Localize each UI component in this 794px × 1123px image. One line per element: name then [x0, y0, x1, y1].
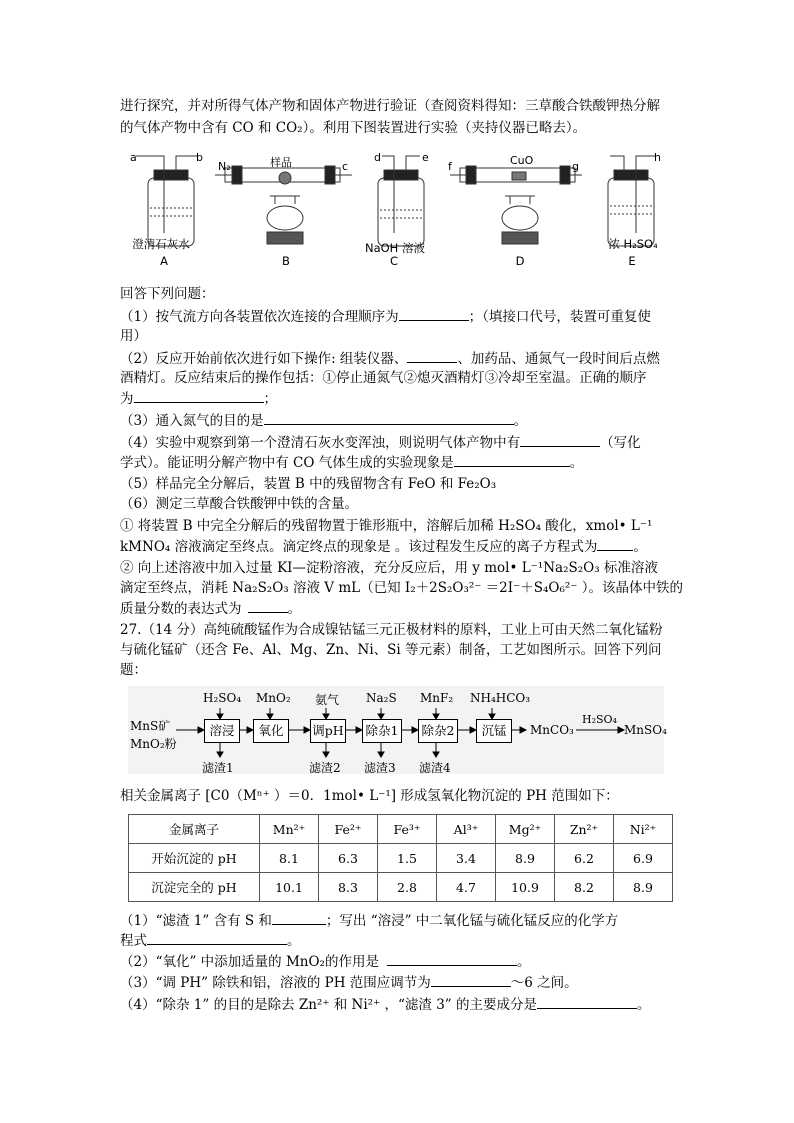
q27-s1-line2 — [120, 930, 301, 951]
intro-line-2: 的气体产物中含有 CO 和 CO₂）。利用下图装置进行实验（夹持仪器已略去）。 — [120, 120, 587, 136]
step-precipitate-mn: 沉锰 — [476, 719, 512, 743]
q1-text: （1）按气流方向各装置依次连接的合理顺序为 — [120, 309, 399, 325]
port-f: f — [448, 160, 452, 173]
table-intro: 相关金属离子 [C0（Mⁿ⁺ ）＝0．1mol• L⁻¹] 形成氢氧化物沉淀的 PH 范围如下： — [120, 788, 619, 804]
q27-line-2: 与硫化锰矿（还含 Fe、Al、Mg、Zn、Ni、Si 等元素）制备，工艺如图所示。回答下列问 — [120, 642, 662, 658]
residue-1: 滤渣1 — [202, 761, 234, 775]
table-cell: 10.1 — [260, 873, 319, 902]
q6-2-text: 质量分数的表达式为 — [120, 601, 242, 617]
q27-s2 — [120, 951, 530, 972]
reagent-h2so4: H₂SO₄ — [203, 691, 242, 705]
port-b: b — [196, 151, 203, 164]
q4-text-2: （写化 — [600, 435, 641, 451]
q26-q1-line2: 用） — [120, 328, 147, 344]
letter-e: E — [628, 254, 636, 268]
q6-2-answer-blank[interactable] — [248, 598, 288, 613]
port-g: g — [572, 160, 579, 173]
table-header-cell: Ni²⁺ — [614, 815, 673, 844]
caption-naoh: NaOH 溶液 — [364, 241, 425, 255]
table-row — [129, 873, 673, 902]
q2-text-4: ； — [263, 391, 277, 407]
raw-material-mno2: MnO₂粉 — [130, 737, 177, 751]
reagent-nh4hco3: NH₄HCO₃ — [470, 691, 531, 705]
table-row — [129, 844, 673, 873]
residue-4: 滤渣4 — [419, 761, 451, 775]
q2-text-3: 为 — [120, 391, 134, 407]
s3-text: （3）“调 PH” 除铁和铝，溶液的 PH 范围应调节为 — [120, 975, 431, 991]
letter-a: A — [160, 254, 168, 268]
table-cell: 1.5 — [378, 844, 437, 873]
q27-s3 — [120, 972, 578, 993]
q26-q6-1-line2 — [120, 536, 647, 557]
s4-text: （4）“除杂 1” 的目的是除去 Zn²⁺ 和 Ni²⁺ ，“滤渣 3” 的主要成分是 — [120, 997, 537, 1013]
q26-q6: （6）测定三草酸合铁酸钾中铁的含量。 — [120, 496, 359, 512]
table-cell: 8.2 — [555, 873, 614, 902]
table-cell: 8.1 — [260, 844, 319, 873]
q26-q6-2-line2: 滴定至终点，消耗 Na₂S₂O₃ 溶液 V mL（已知 I₂＋2S₂O₃²⁻ ＝2I⁻＋S₄O₆²⁻ ）。该晶体中铁的 — [120, 580, 683, 596]
s1-text-4: 。 — [287, 933, 301, 949]
raw-material-mns: MnS矿 — [130, 719, 171, 733]
q4-text-4: 。 — [569, 455, 584, 471]
reagent-na2s: Na₂S — [366, 691, 397, 705]
s3-text-2: ～6 之间。 — [510, 975, 578, 991]
product-mnso4: MnSO₄ — [624, 723, 667, 737]
q2-text-2: 、加药品、通氮气一段时间后点燃 — [457, 351, 660, 367]
s2-text: （2）“氧化” 中添加适量的 MnO₂的作用是 — [120, 954, 379, 970]
letter-b: B — [282, 254, 290, 268]
table-header-cell: Fe³⁺ — [378, 815, 437, 844]
q27-line-3: 题： — [120, 662, 147, 678]
q6-1-answer-blank[interactable] — [597, 536, 633, 551]
q4-text-3: 学式）。能证明分解产物中有 CO 气体生成的实验现象是 — [120, 455, 454, 471]
table-cell: 2.8 — [378, 873, 437, 902]
reagent-ammonia: 氨气 — [315, 693, 340, 707]
port-h: h — [654, 151, 661, 164]
q27-s1-line1 — [120, 910, 618, 931]
q26-head: 回答下列问题： — [120, 286, 215, 302]
s3-answer-blank[interactable] — [431, 972, 511, 987]
intro-line-1: 进行探究，并对所得气体产物和固体产物进行验证（查阅资料得知：三草酸合铁酸钾热分解 — [120, 98, 660, 114]
q2-text: （2）反应开始前依次进行如下操作: 组装仪器、 — [120, 351, 408, 367]
port-a: a — [130, 151, 137, 164]
q6-1-text: kMNO₄ 溶液滴定至终点。滴定终点的现象是 。该过程发生反应的离子方程式为 — [120, 539, 598, 555]
q26-q5: （5）样品完全分解后，装置 B 中的残留物含有 FeO 和 Fe₂O₃ — [120, 476, 497, 492]
s2-answer-blank[interactable] — [387, 951, 517, 966]
port-c: c — [342, 160, 349, 173]
letter-d: D — [515, 254, 525, 268]
port-n2: N₂ — [218, 160, 231, 173]
table-cell: 8.9 — [614, 873, 673, 902]
table-header-cell: Mn²⁺ — [260, 815, 319, 844]
letter-c: C — [389, 254, 399, 268]
s1-answer-blank[interactable] — [272, 910, 326, 925]
q26-q3 — [120, 410, 527, 431]
port-d: d — [374, 151, 381, 164]
table-cell: 3.4 — [437, 844, 496, 873]
q1-answer-blank[interactable] — [399, 306, 469, 321]
residue-3: 滤渣3 — [364, 761, 396, 775]
table-header-cell: Fe²⁺ — [319, 815, 378, 844]
q26-q6-1-line1: ① 将装置 B 中完全分解后的残留物置于锥形瓶中，溶解后加稀 H₂SO₄ 酸化，xmol• L⁻¹ — [120, 518, 653, 534]
q1-text-2: ；（填接口代号，装置可重复使 — [468, 309, 651, 325]
reagent-mnf2: MnF₂ — [420, 691, 454, 705]
s1-text-3: 程式 — [120, 933, 147, 949]
caption-lime-water: 澄清石灰水 — [132, 237, 190, 251]
q26-q6-2-line1: ② 向上述溶液中加入过量 KI—淀粉溶液，充分反应后，用 y mol• L⁻¹Na₂S₂O₃ 标准溶液 — [120, 560, 658, 576]
q27-line-1: 27.（14 分）高纯硫酸锰作为合成镍钴锰三元正极材料的原料，工业上可由天然二氧化锰粉 — [120, 622, 663, 638]
step-oxidation: 氧化 — [253, 719, 289, 743]
table-cell: 开始沉淀的 pH — [129, 844, 260, 873]
table-cell: 10.9 — [496, 873, 555, 902]
residue-2: 滤渣2 — [309, 761, 341, 775]
cuo-label: CuO — [510, 154, 534, 167]
port-e: e — [422, 151, 429, 164]
q26-q4-line1 — [120, 432, 641, 453]
q26-q1-line1 — [120, 306, 651, 327]
product-mnco3: MnCO₃ — [530, 723, 574, 737]
q4-co-blank[interactable] — [454, 452, 570, 467]
q4-text: （4）实验中观察到第一个澄清石灰水变浑浊，则说明气体产物中有 — [120, 435, 521, 451]
s2-text-2: 。 — [516, 954, 531, 970]
q27-s4 — [120, 994, 650, 1015]
table-cell: 8.9 — [496, 844, 555, 873]
table-header-row — [129, 815, 673, 844]
table-header-cell: Zn²⁺ — [555, 815, 614, 844]
q6-1-text-2: 。 — [633, 539, 647, 555]
caption-h2so4: 浓 H₂SO₄ — [608, 237, 658, 251]
step-purify-1: 除杂1 — [362, 719, 402, 743]
q3-answer-blank[interactable] — [264, 410, 514, 425]
step-leaching: 溶浸 — [204, 719, 240, 743]
reagent-mno2: MnO₂ — [256, 691, 291, 705]
acid-label: H₂SO₄ — [582, 713, 617, 726]
q4-answer-blank[interactable] — [520, 432, 600, 447]
table-cell: 8.3 — [319, 873, 378, 902]
ph-range-table — [128, 814, 673, 902]
s1-equation-blank[interactable] — [147, 930, 287, 945]
q26-q6-2-line3 — [120, 598, 301, 619]
table-cell: 6.9 — [614, 844, 673, 873]
q2-answer-blank[interactable] — [407, 348, 457, 363]
table-cell: 6.3 — [319, 844, 378, 873]
q3-text: （3）通入氮气的目的是 — [120, 413, 264, 429]
s1-text: （1）“滤渣 1” 含有 S 和 — [120, 913, 272, 929]
step-purify-2: 除杂2 — [418, 719, 458, 743]
q26-q4-line2 — [120, 452, 583, 473]
q26-q2-line1 — [120, 348, 660, 369]
step-adjust-ph: 调pH — [310, 719, 346, 743]
table-cell: 6.2 — [555, 844, 614, 873]
table-cell: 沉淀完全的 pH — [129, 873, 260, 902]
q26-q2-line2: 酒精灯。反应结束后的操作包括：①停止通氮气②熄灭酒精灯③冷却至室温。正确的顺序 — [120, 370, 647, 386]
q3-text-2: 。 — [513, 413, 528, 429]
table-header-cell: Al³⁺ — [437, 815, 496, 844]
table-header-cell: 金属离子 — [129, 815, 260, 844]
s4-text-2: 。 — [636, 997, 651, 1013]
q2-order-blank[interactable] — [134, 388, 264, 403]
table-cell: 4.7 — [437, 873, 496, 902]
s4-answer-blank[interactable] — [537, 994, 637, 1009]
sample-label: 样品 — [270, 156, 292, 169]
q6-2-text-2: 。 — [287, 601, 301, 617]
table-header-cell: Mg²⁺ — [496, 815, 555, 844]
q26-q2-line3 — [120, 388, 277, 409]
s1-text-2: ；写出 “溶浸” 中二氧化锰与硫化锰反应的化学方 — [325, 913, 619, 929]
